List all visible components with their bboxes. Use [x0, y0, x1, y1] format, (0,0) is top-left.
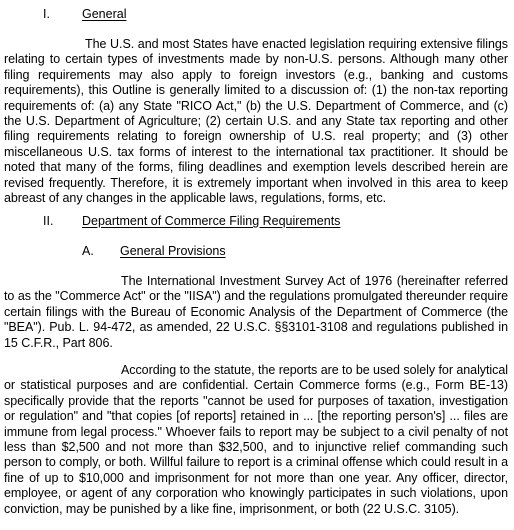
subsection-a-paragraph-2-text: According to the statute, the reports are to be used solely for analytical or statistical purposes and are confidential. Certain Commerce forms (e.g., Form BE-13) specifically provide that the reports "cannot be used for purposes of taxation, investigation or regulation" and "that copies [of reports] retained in ... [the reporting person's] ... files are immune from legal process." Whoever fails to report may be subject to a civil penalty of not less than $2,500 and not more than $32,500, and to injunctive relief commanding such person to comply, or both. Willful failure to report is a criminal offense which could result in a fine of up to $10,000 and imprisonment for not more than one year. Any officer, director, employee, or agent of any corporation who knowingly participates in such violations, upon conviction, may be punished by a like fine, imprisonment, or both (22 U.S.C. 3105).	[4, 363, 508, 516]
section-1-number: I.	[43, 7, 50, 21]
subsection-a-paragraph-1	[4, 274, 508, 351]
section-2-title: Department of Commerce Filing Requirements	[82, 214, 341, 228]
section-1-title: General	[82, 7, 127, 21]
subsection-a-title: General Provisions	[120, 244, 226, 258]
section-1-paragraph-text: The U.S. and most States have enacted legislation requiring extensive filings relating to certain types of investments made by non-U.S. persons. Although many other filing requirements may also apply to foreign investors (e.g., banking and customs requirements), this Outline is generally limited to a discussion of: (1) the non-tax reporting requirements of: (a) any State "RICO Act," (b) the U.S. Department of Commerce, and (c) the U.S. Department of Agriculture; (2) certain U.S. and any State tax reporting and other filing requirements relating to foreign ownership of U.S. real property; and (3) other miscellaneous U.S. tax forms of interest to the international tax practitioner. It should be noted that many of the forms, filing deadlines and exemption levels described herein are revised frequently. Therefore, it is extremely important when involved in this area to keep abreast of any changes in the applicable laws, regulations, forms, etc.	[4, 37, 508, 206]
subsection-a-paragraph-2	[4, 363, 508, 517]
section-1-paragraph	[4, 37, 508, 206]
subsection-a-letter: A.	[82, 244, 94, 258]
subsection-a-paragraph-1-text: The International Investment Survey Act of 1976 (hereinafter referred to as the "Commerce Act" or the "IISA") and the regulations promulgated thereunder require certain filings with the Bureau of Economic Analysis of the Department of Commerce (the "BEA"). Pub. L. 94-472, as amended, 22 U.S.C. §§3101-3108 and regulations published in 15 C.F.R., Part 806.	[4, 274, 508, 350]
section-2-number: II.	[43, 214, 54, 228]
